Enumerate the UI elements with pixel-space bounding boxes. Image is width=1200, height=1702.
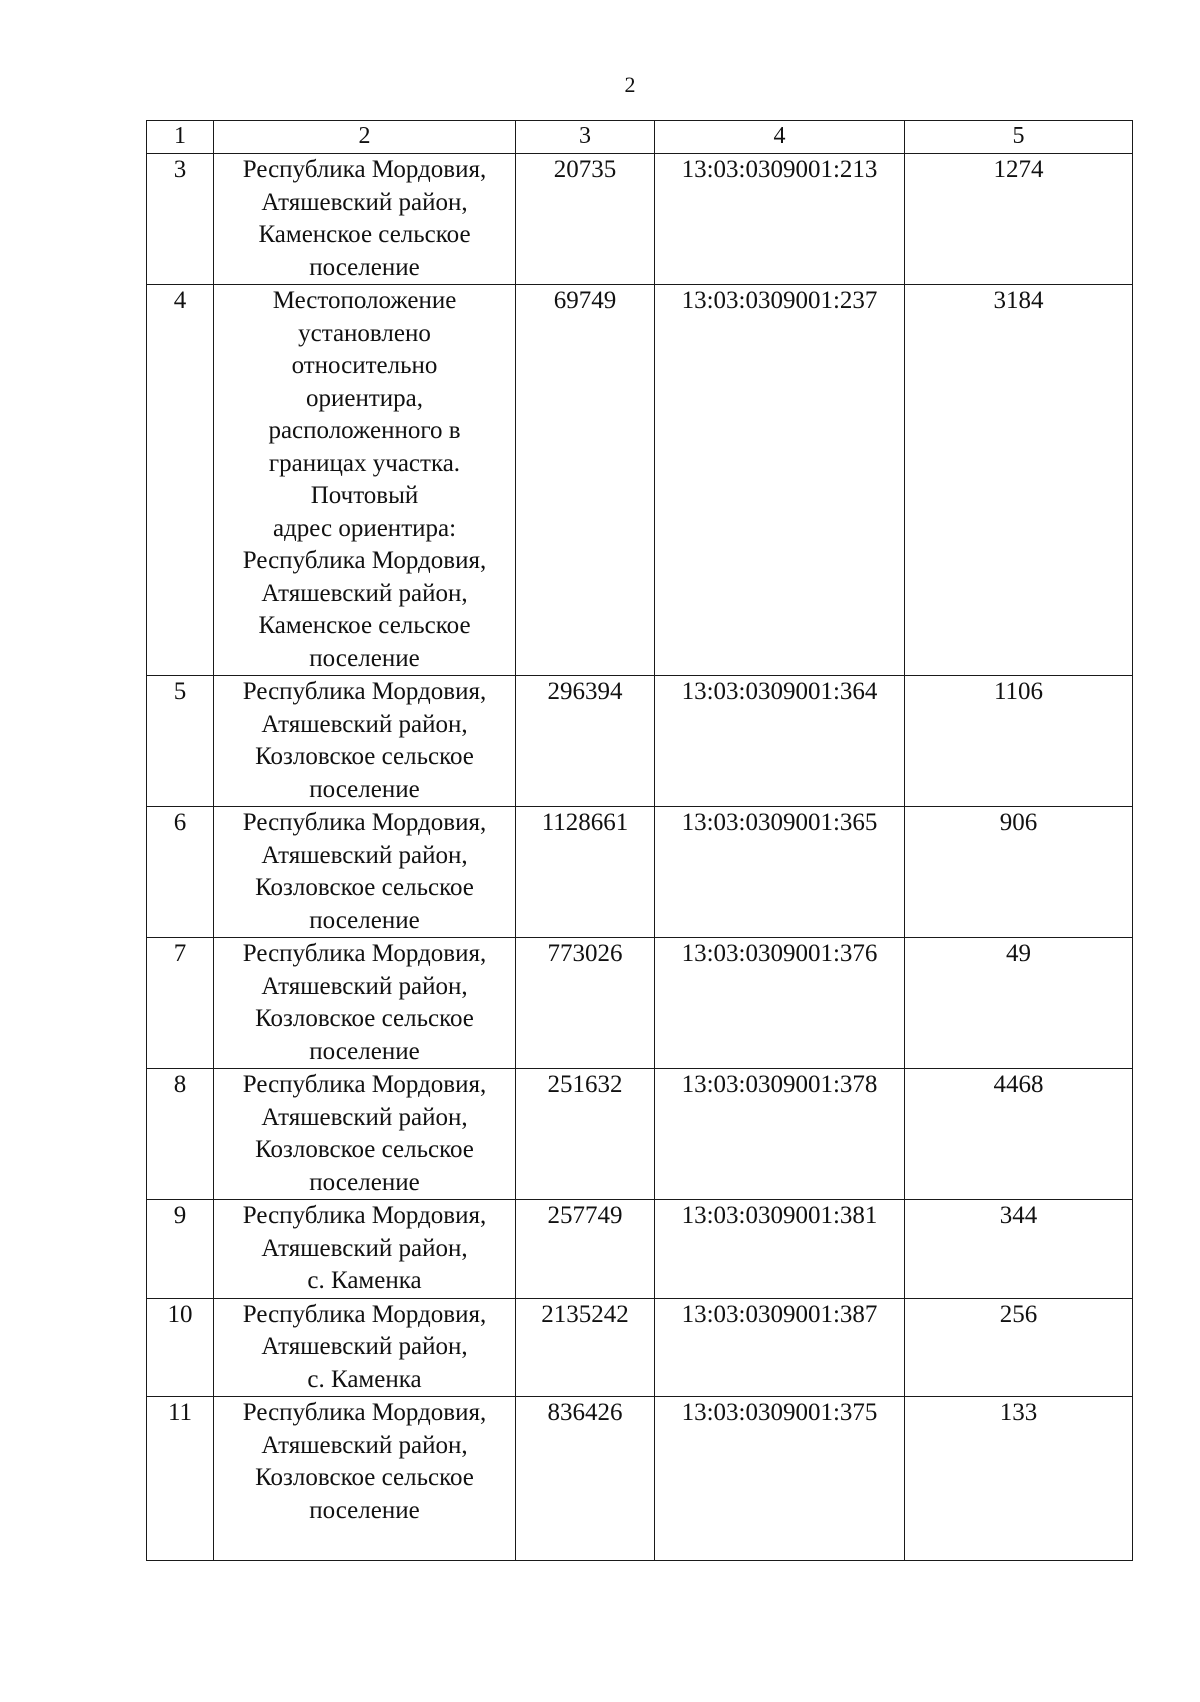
cadastral-number-cell: 13:03:0309001:378 (655, 1069, 905, 1200)
address-cell: Республика Мордовия, Атяшевский район, Каменское сельское поселение (214, 154, 516, 285)
value-cell: 1128661 (516, 807, 655, 938)
header-cell: 5 (905, 121, 1133, 154)
row-number-cell: 11 (147, 1397, 214, 1561)
table-row (147, 1298, 1133, 1397)
header-cell: 1 (147, 121, 214, 154)
table-row (147, 807, 1133, 938)
row-number-cell: 4 (147, 285, 214, 676)
address-cell: Местоположение установлено относительно ориентира, расположенного в границах участка. Почтовый адрес ориентира: Республика Мордовия, Атяшевский район, Каменское сельское поселение (214, 285, 516, 676)
page-number: 2 (624, 72, 636, 97)
amount-cell: 133 (905, 1397, 1133, 1561)
cadastral-number-cell: 13:03:0309001:381 (655, 1200, 905, 1299)
amount-cell: 906 (905, 807, 1133, 938)
cadastral-number-cell: 13:03:0309001:365 (655, 807, 905, 938)
header-cell: 4 (655, 121, 905, 154)
address-cell: Республика Мордовия, Атяшевский район, Козловское сельское поселение (214, 1397, 516, 1561)
table-row (147, 1200, 1133, 1299)
table-row (147, 285, 1133, 676)
address-cell: Республика Мордовия, Атяшевский район, Козловское сельское поселение (214, 676, 516, 807)
cadastral-number-cell: 13:03:0309001:364 (655, 676, 905, 807)
row-number-cell: 8 (147, 1069, 214, 1200)
row-number-cell: 7 (147, 938, 214, 1069)
header-cell: 3 (516, 121, 655, 154)
amount-cell: 4468 (905, 1069, 1133, 1200)
table-row (147, 1069, 1133, 1200)
cadastral-number-cell: 13:03:0309001:387 (655, 1298, 905, 1397)
value-cell: 2135242 (516, 1298, 655, 1397)
amount-cell: 256 (905, 1298, 1133, 1397)
row-number-cell: 9 (147, 1200, 214, 1299)
value-cell: 20735 (516, 154, 655, 285)
amount-cell: 1274 (905, 154, 1133, 285)
land-plot-table (146, 120, 1133, 1561)
value-cell: 251632 (516, 1069, 655, 1200)
table-row (147, 938, 1133, 1069)
cadastral-number-cell: 13:03:0309001:375 (655, 1397, 905, 1561)
cadastral-number-cell: 13:03:0309001:237 (655, 285, 905, 676)
header-cell: 2 (214, 121, 516, 154)
value-cell: 257749 (516, 1200, 655, 1299)
value-cell: 773026 (516, 938, 655, 1069)
value-cell: 296394 (516, 676, 655, 807)
amount-cell: 3184 (905, 285, 1133, 676)
row-number-cell: 3 (147, 154, 214, 285)
table-header-row (147, 121, 1133, 154)
row-number-cell: 5 (147, 676, 214, 807)
address-cell: Республика Мордовия, Атяшевский район, Козловское сельское поселение (214, 1069, 516, 1200)
value-cell: 836426 (516, 1397, 655, 1561)
address-cell: Республика Мордовия, Атяшевский район, Козловское сельское поселение (214, 807, 516, 938)
address-cell: Республика Мордовия, Атяшевский район, с. Каменка (214, 1298, 516, 1397)
amount-cell: 49 (905, 938, 1133, 1069)
table-row (147, 154, 1133, 285)
amount-cell: 1106 (905, 676, 1133, 807)
row-number-cell: 6 (147, 807, 214, 938)
address-cell: Республика Мордовия, Атяшевский район, с. Каменка (214, 1200, 516, 1299)
cadastral-number-cell: 13:03:0309001:213 (655, 154, 905, 285)
amount-cell: 344 (905, 1200, 1133, 1299)
table-row (147, 676, 1133, 807)
row-number-cell: 10 (147, 1298, 214, 1397)
table-row (147, 1397, 1133, 1561)
address-cell: Республика Мордовия, Атяшевский район, Козловское сельское поселение (214, 938, 516, 1069)
value-cell: 69749 (516, 285, 655, 676)
cadastral-number-cell: 13:03:0309001:376 (655, 938, 905, 1069)
